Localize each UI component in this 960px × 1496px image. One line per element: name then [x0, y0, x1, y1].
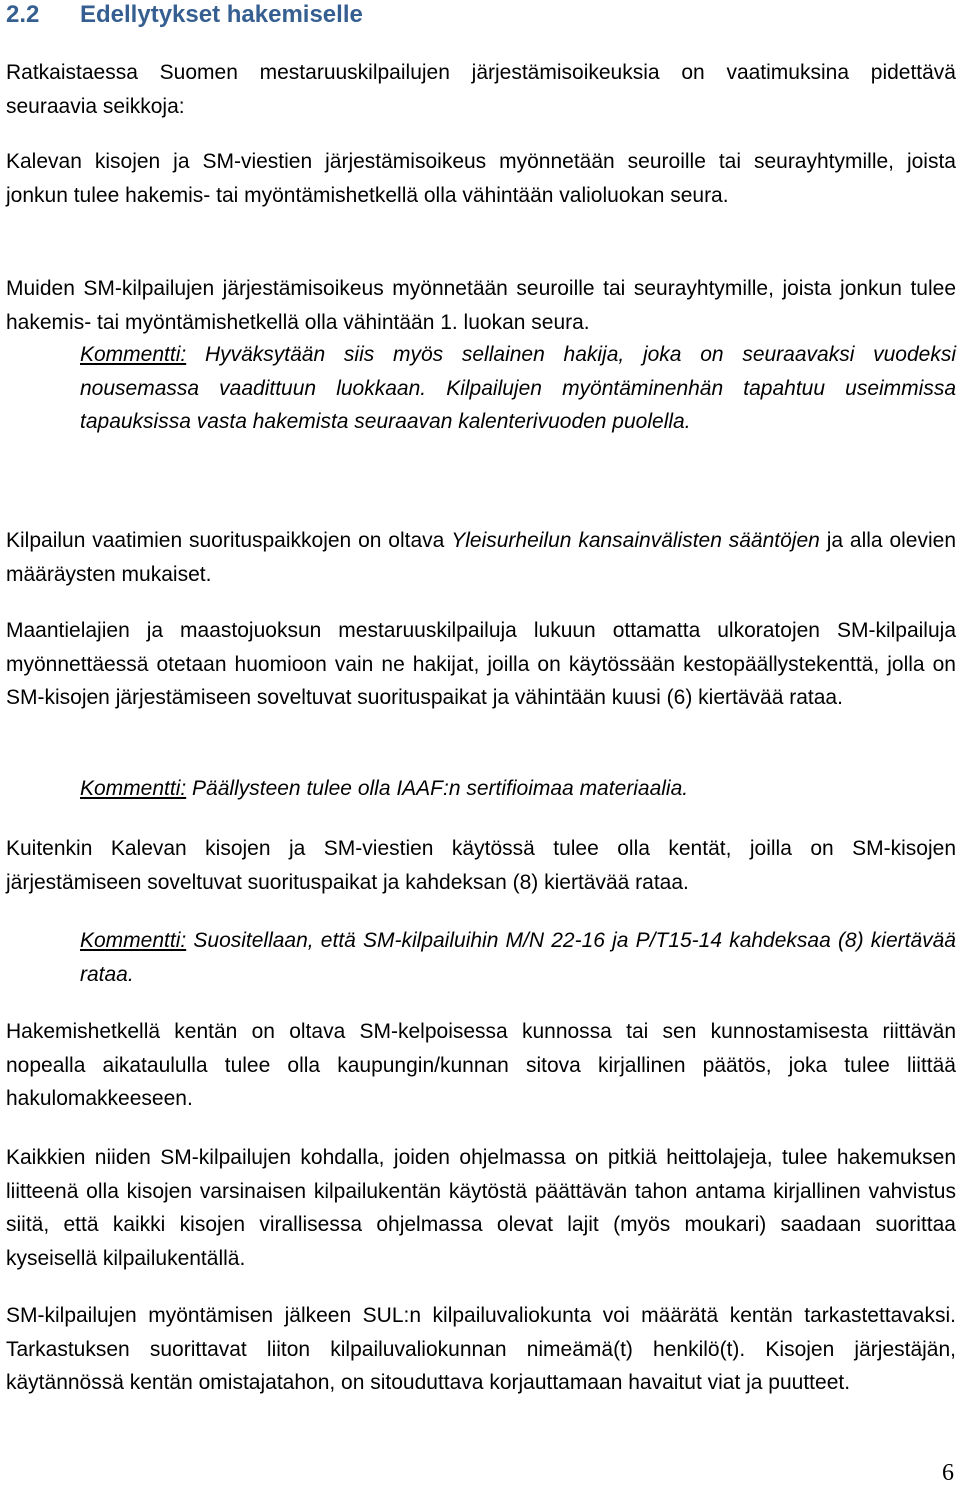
comment-text: Suositellaan, että SM-kilpailuihin M/N 22-16 ja P/T15-14 kahdeksaa (8) kiertävää rataa. — [80, 929, 956, 986]
paragraph-inspection: SM-kilpailujen myöntämisen jälkeen SUL:n kilpailuvaliokunta voi määrätä kentän tarkastettavaksi. Tarkastuksen suorittavat liiton kilpailuvaliokunnan nimeämä(t) henkilö(t). Kisojen järjestäjän, käytännössä kentän omistajatahon, on sitouduttava korjauttamaan havaitut viat ja puutteet. — [6, 1304, 956, 1394]
comment-3 — [80, 924, 956, 991]
paragraph-surface-requirement: Maantielajien ja maastojuoksun mestaruuskilpailuja lukuun ottamatta ulkoratojen SM-kilpailuja myönnettäessä otetaan huomioon vain ne hakijat, joilla on käytössään kestopäällystekenttä, jolla on SM-kisojen järjestämiseen soveltuvat suorituspaikat ja vähintään kuusi (6) kiertävää rataa. — [6, 619, 956, 709]
comment-text: Hyväksytään siis myös sellainen hakija, joka on seuraavaksi vuodeksi nousemassa vaadittuun luokkaan. Kilpailujen myöntäminenhän tapahtuu useimmissa tapauksissa vasta hakemista seuraavan kalenterivuoden puolella. — [80, 343, 956, 433]
paragraph-kaleva-tracks: Kuitenkin Kalevan kisojen ja SM-viestien käytössä tulee olla kentät, joilla on SM-kisojen järjestämiseen soveltuvat suorituspaikat ja kahdeksan (8) kiertävää rataa. — [6, 837, 956, 894]
paragraph-field-condition: Hakemishetkellä kentän on oltava SM-kelpoisessa kunnossa tai sen kunnostamisesta riittävän nopealla aikataululla tulee olla kaupungin/kunnan sitova kirjallinen päätös, joka tulee liittää hakulomakkeeseen. — [6, 1020, 956, 1110]
page-number: 6 — [942, 1460, 954, 1486]
comment-label: Kommentti: — [80, 777, 187, 800]
section-title: Edellytykset hakemiselle — [80, 1, 363, 28]
venue-rules-text-a: Kilpailun vaatimien suorituspaikkojen on oltava — [6, 529, 452, 552]
paragraph-kaleva-requirement: Kalevan kisojen ja SM-viestien järjestämisoikeus myönnetään seuroille tai seurayhtymille, joista jonkun tulee hakemis- tai myöntämishetkellä olla vähintään valioluokan seura. — [6, 150, 956, 207]
comment-label: Kommentti: — [80, 929, 187, 952]
paragraph-throwing-events: Kaikkien niiden SM-kilpailujen kohdalla, joiden ohjelmassa on pitkiä heittolajeja, tulee hakemuksen liitteenä olla kisojen varsinaisen kilpailukentän käytöstä päättävän tahon antama kirjallinen vahvistus siitä, että kaikki kisojen virallisessa ohjelmassa olevat lajit (myös moukari) saadaan suorittaa kyseisellä kilpailukentällä. — [6, 1146, 956, 1270]
comment-1 — [80, 338, 956, 439]
paragraph-intro: Ratkaistaessa Suomen mestaruuskilpailujen järjestämisoikeuksia on vaatimuksina pidettävä seuraavia seikkoja: — [6, 61, 956, 118]
venue-rules-text-c: ja alla olevien määräysten mukaiset. — [6, 529, 956, 586]
comment-2 — [80, 772, 956, 806]
section-number: 2.2 — [6, 1, 40, 28]
paragraph-other-sm-requirement: Muiden SM-kilpailujen järjestämisoikeus myönnetään seuroille tai seurayhtymille, joista jonkun tulee hakemis- tai myöntämishetkellä olla vähintään 1. luokan seura. — [6, 277, 956, 334]
paragraph-venue-rules — [6, 524, 956, 591]
comment-text: Päällysteen tulee olla IAAF:n sertifioimaa materiaalia. — [186, 777, 689, 800]
comment-label: Kommentti: — [80, 343, 187, 366]
section-heading — [6, 0, 363, 30]
venue-rules-reference: Yleisurheilun kansainvälisten sääntöjen — [451, 529, 820, 552]
